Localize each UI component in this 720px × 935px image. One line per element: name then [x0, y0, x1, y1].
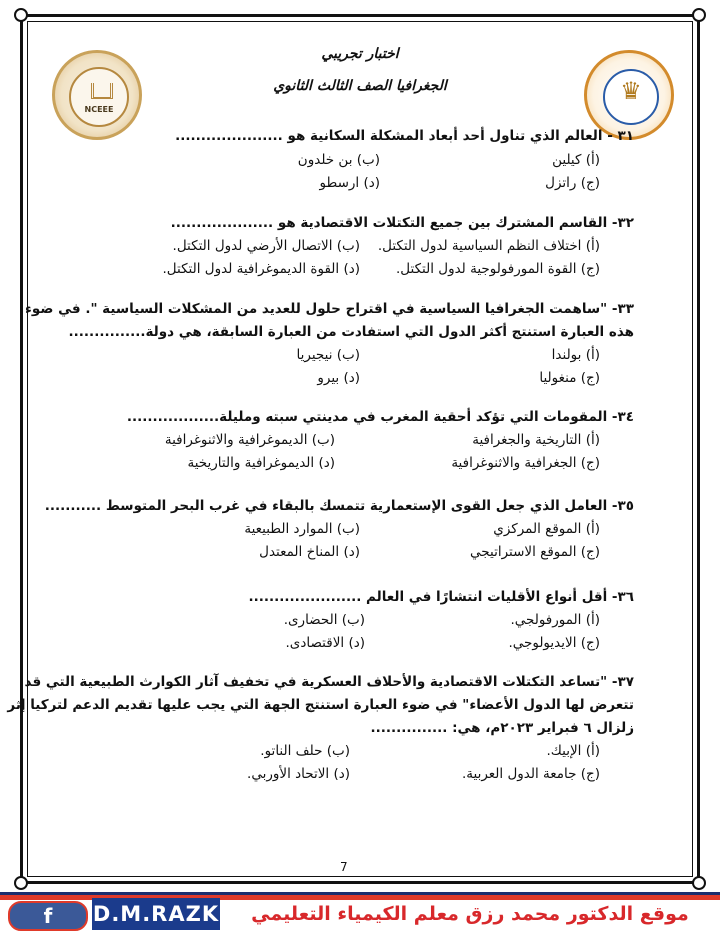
nceee-logo-text: NCEEE — [84, 105, 114, 114]
exam-subtitle: الجغرافيا الصف الثالث الثانوي — [273, 78, 447, 94]
question-37-line3: زلزال ٦ فبراير ٢٠٢٣م، هي: ............... — [370, 720, 634, 736]
option-a[interactable]: (أ) اختلاف النظم السياسية لدول التكتل. — [377, 238, 600, 254]
option-d[interactable]: (د) الديموغرافية والتاريخية — [187, 455, 335, 471]
option-c[interactable]: (ج) راتزل — [545, 175, 600, 191]
option-d[interactable]: (د) القوة الديموغرافية لدول التكتل. — [162, 261, 360, 277]
option-c[interactable]: (ج) القوة المورفولوجية لدول التكتل. — [396, 261, 600, 277]
ministry-of-education-logo — [584, 50, 674, 140]
option-b[interactable]: (ب) نيجيريا — [296, 347, 360, 363]
facebook-icon[interactable]: f — [8, 901, 88, 931]
option-b[interactable]: (ب) الاتصال الأرضي لدول التكتل. — [172, 238, 360, 254]
question-35: ٣٥- العامل الذي جعل القوى الإستعمارية تتمسك بالبقاء في غرب البحر المتوسط ........... — [44, 498, 634, 514]
option-a[interactable]: (أ) بولندا — [551, 347, 600, 363]
option-a[interactable]: (أ) الإبيك. — [546, 743, 600, 759]
option-c[interactable]: (ج) الجغرافية والاثنوغرافية — [451, 455, 600, 471]
option-c[interactable]: (ج) الموقع الاستراتيجي — [470, 544, 600, 560]
corner-ornament — [692, 8, 706, 22]
option-d[interactable]: (د) بيرو — [317, 370, 360, 386]
option-a[interactable]: (أ) التاريخية والجغرافية — [472, 432, 600, 448]
question-37-line2: تتعرض لها الدول الأعضاء" في ضوء العبارة استنتج الجهة التي يجب عليها تقديم الدعم لتركيا إثر — [7, 697, 634, 713]
option-d[interactable]: (د) ارسطو — [319, 175, 380, 191]
option-a[interactable]: (أ) الموقع المركزي — [493, 521, 600, 537]
option-c[interactable]: (ج) منغوليا — [539, 370, 600, 386]
question-33-line2: هذه العبارة استنتج أكثر الدول التي استفادت من العبارة السابقة، هي دولة............... — [68, 324, 634, 340]
question-37-line1: ٣٧- "تساعد التكتلات الاقتصادية والأحلاف العسكرية في تخفيف آثار الكوارث الطبيعية التي قد — [24, 674, 634, 690]
question-32: ٣٢- القاسم المشترك بين جميع التكتلات الاقتصادية هو .................... — [170, 215, 634, 231]
option-b[interactable]: (ب) الحضارى. — [283, 612, 365, 628]
option-d[interactable]: (د) الاتحاد الأوربي. — [247, 766, 350, 782]
option-c[interactable]: (ج) الايديولوجي. — [508, 635, 600, 651]
option-b[interactable]: (ب) حلف الناتو. — [260, 743, 350, 759]
corner-ornament — [14, 8, 28, 22]
option-a[interactable]: (أ) كيلين — [552, 152, 600, 168]
option-a[interactable]: (أ) المورفولجي. — [510, 612, 600, 628]
question-33-line1: ٣٣- "ساهمت الجغرافيا السياسية في اقتراح حلول للعديد من المشكلات السياسية ". في ضوء — [25, 301, 634, 317]
question-34: ٣٤- المقومات التي تؤكد أحقية المغرب في مدينتي سبته ومليلة.................. — [126, 409, 634, 425]
exam-title: اختبار تجريبي — [321, 46, 399, 62]
option-b[interactable]: (ب) الموارد الطبيعية — [244, 521, 360, 537]
question-31: ٣١ - العالم الذي تناول أحد أبعاد المشكلة السكانية هو ..................... — [175, 128, 634, 144]
corner-ornament — [14, 876, 28, 890]
option-b[interactable]: (ب) الديموغرافية والاثنوغرافية — [164, 432, 335, 448]
page-number: 7 — [340, 860, 348, 874]
nceee-logo — [52, 50, 142, 140]
question-36: ٣٦- أقل أنواع الأقليات انتشارًا في العالم ...................... — [248, 589, 634, 605]
option-b[interactable]: (ب) بن خلدون — [297, 152, 380, 168]
option-c[interactable]: (ج) جامعة الدول العربية. — [461, 766, 600, 782]
eagle-emblem-icon: ♛ — [620, 77, 642, 105]
site-title: موقع الدكتور محمد رزق معلم الكيمياء التعليمي — [251, 903, 689, 925]
corner-ornament — [692, 876, 706, 890]
option-d[interactable]: (د) الاقتصادى. — [285, 635, 365, 651]
brand-logo: D.M.RAZK — [92, 898, 220, 930]
option-d[interactable]: (د) المناخ المعتدل — [259, 544, 360, 560]
